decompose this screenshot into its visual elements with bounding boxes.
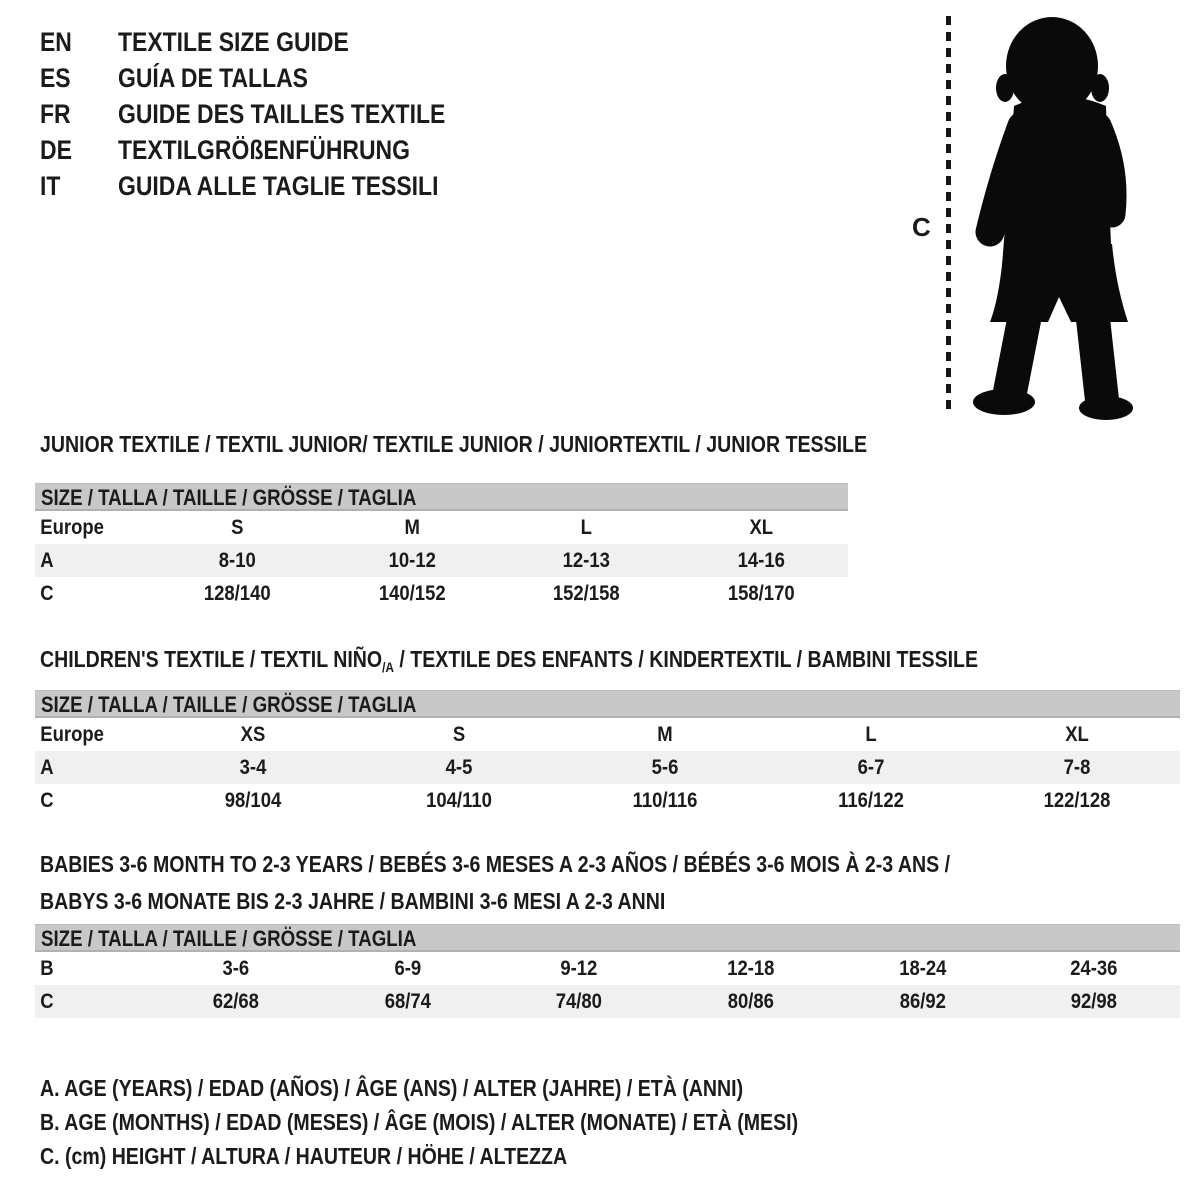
height-cell: 128/140 [203,582,271,605]
age-cell: 3-4 [239,756,267,779]
months-cell: 24-36 [1070,957,1118,980]
size-cell: M [404,516,420,539]
height-cell: 98/104 [224,789,282,812]
lang-row-it [40,168,503,204]
table-row-europe [35,511,848,544]
children-section-title-text: CHILDREN'S TEXTILE / TEXTIL $NIÑO_{/A}$ / TEXTILE DES ENFANTS / KINDERTEXTIL / BAMBINI TESSILE [40,646,979,675]
babies-title-line1: BABIES 3-6 MONTH TO 2-3 YEARS / BEBÉS 3-6 MESES A 2-3 AÑOS / BÉBÉS 3-6 MOIS À 2-3 ANS / [40,851,951,877]
size-cell: S [452,723,466,746]
months-cell: 9-12 [560,957,598,980]
row-label: C [40,582,54,605]
junior-section-title-text: JUNIOR TEXTILE / TEXTIL JUNIOR/ TEXTILE JUNIOR / JUNIORTEXTIL / JUNIOR TESSILE [40,431,868,457]
months-cell: 6-9 [394,957,421,980]
age-cell: 14-16 [737,549,785,572]
babies-section-title [40,846,1111,920]
height-cell: 110/116 [632,789,698,812]
nino-a-subscript: /A [382,659,394,675]
height-cell: 68/74 [384,990,431,1013]
language-title-list [40,24,503,204]
months-cell: 18-24 [898,957,947,980]
height-cell: 152/158 [552,582,620,605]
table-row-height [35,985,1180,1018]
guide-title-it: GUIDA ALLE TAGLIE TESSILI [118,171,439,201]
months-cell: 12-18 [727,957,775,980]
legend-line-age-years: A. AGE (YEARS) / EDAD (AÑOS) / ÂGE (ANS) / ALTER (JAHRE) / ETÀ (ANNI) [40,1075,744,1101]
table-row-height [35,577,848,610]
age-cell: 7-8 [1063,756,1091,779]
size-cell: XS [240,723,266,746]
size-header-text: SIZE / TALLA / TAILLE / GRÖSSE / TAGLIA [41,926,417,951]
height-cell: 62/68 [212,990,259,1013]
height-cell: 116/122 [838,789,904,812]
babies-title-line2: BABYS 3-6 MONATE BIS 2-3 JAHRE / BAMBINI 3-6 MESI A 2-3 ANNI [40,888,666,914]
row-label: C [40,990,54,1013]
height-measure-label: C [912,212,931,242]
age-cell: 8-10 [218,549,256,572]
age-cell: 12-13 [562,549,610,572]
guide-title-fr: GUIDE DES TAILLES TEXTILE [118,99,446,129]
toddler-silhouette-icon [964,14,1134,422]
size-header-row [35,483,848,511]
babies-size-table [35,924,1180,1018]
junior-section-title [40,430,1013,458]
age-cell: 10-12 [388,549,436,572]
legend-line-height-cm: C. (cm) HEIGHT / ALTURA / HAUTEUR / HÖHE / ALTEZZA [40,1143,568,1169]
size-cell: L [580,516,592,539]
table-row-europe [35,718,1180,751]
legend [40,1071,932,1173]
lang-code-es: ES [40,63,71,93]
height-cell: 86/92 [899,990,946,1013]
lang-row-es [40,60,503,96]
height-cell: 104/110 [426,789,492,812]
size-header-text: SIZE / TALLA / TAILLE / GRÖSSE / TAGLIA [41,692,417,717]
legend-line-age-months: B. AGE (MONTHS) / EDAD (MESES) / ÂGE (MOIS) / ALTER (MONATE) / ETÀ (MESI) [40,1109,799,1135]
size-header-text: SIZE / TALLA / TAILLE / GRÖSSE / TAGLIA [41,485,417,510]
table-row-age [35,544,848,577]
row-label: C [40,789,54,812]
height-cell: 158/170 [727,582,795,605]
junior-size-table [35,483,848,610]
size-cell: S [231,516,244,539]
row-label: Europe [40,516,104,539]
table-row-height [35,784,1180,817]
size-cell: M [657,723,673,746]
guide-title-es: GUÍA DE TALLAS [118,63,308,93]
height-measure-dashed-line [946,16,951,416]
size-cell: L [865,723,877,746]
lang-row-fr [40,96,503,132]
lang-row-en [40,24,503,60]
height-cell: 140/152 [378,582,446,605]
lang-code-it: IT [40,171,61,201]
table-row-age [35,751,1180,784]
row-label: B [40,957,54,980]
children-section-title [40,645,1144,676]
height-cell: 92/98 [1071,990,1118,1013]
age-cell: 6-7 [857,756,885,779]
lang-code-en: EN [40,27,72,57]
lang-code-fr: FR [40,99,71,129]
height-cell: 74/80 [556,990,603,1013]
size-header-row [35,690,1180,718]
guide-title-en: TEXTILE SIZE GUIDE [118,27,349,57]
height-cell: 122/128 [1043,789,1111,812]
months-cell: 3-6 [222,957,250,980]
table-row-months [35,952,1180,985]
row-label: Europe [40,723,104,746]
guide-title-de: TEXTILGRÖßENFÜHRUNG [118,135,410,165]
age-cell: 5-6 [651,756,679,779]
lang-code-de: DE [40,135,72,165]
row-label: A [40,756,54,779]
age-cell: 4-5 [445,756,473,779]
children-size-table [35,690,1180,817]
size-cell: XL [1065,723,1089,746]
size-cell: XL [748,516,773,539]
height-cell: 80/86 [727,990,774,1013]
lang-row-de [40,132,503,168]
size-header-row [35,924,1180,952]
row-label: A [40,549,54,572]
